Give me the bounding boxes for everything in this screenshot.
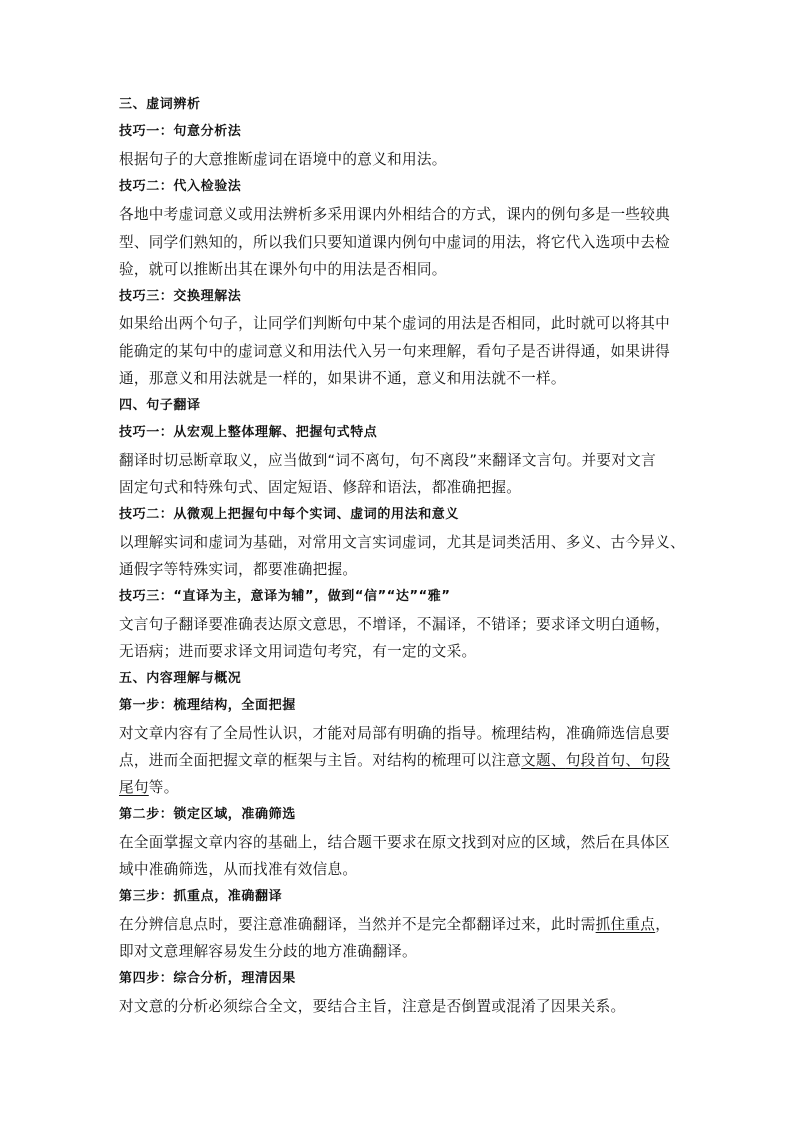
s3-t3-line-1: 如果给出两个句子，让同学们判断句中某个虚词的用法是否相同，此时就可以将其中 bbox=[119, 315, 671, 332]
s5-p1-line-3 bbox=[119, 778, 179, 798]
s3-t2-line-2: 型、同学们熟知的，所以我们只要知道课内例句中虚词的用法，将它代入选项中去检 bbox=[119, 234, 671, 251]
underlined-separator: 、 bbox=[550, 752, 566, 769]
s4-t3-line-1: 文言句子翻译要准确表达原文意思，不增译，不漏译，不错译；要求译文明白通畅， bbox=[119, 616, 671, 633]
s5-step-2-title: 第二步：锁定区域，准确筛选 bbox=[119, 807, 296, 822]
s5-p1-line-1: 对文章内容有了全局性认识，才能对局部有明确的指导。梳理结构，准确筛选信息要 bbox=[119, 725, 671, 742]
s5-step-3-title: 第三步：抓重点，准确翻译 bbox=[119, 889, 283, 904]
underlined-term-title: 文题 bbox=[521, 752, 551, 769]
underlined-term-key-points: 抓住重点 bbox=[595, 916, 656, 933]
s5-step-4-title: 第四步：综合分析，理清因果 bbox=[119, 971, 296, 986]
s5-step-1-title: 第一步：梳理结构，全面把握 bbox=[119, 698, 296, 713]
s3-t1-line-1: 根据句子的大意推断虚词在语境中的意义和用法。 bbox=[119, 151, 447, 168]
s3-technique-3-title: 技巧三：交换理解法 bbox=[119, 289, 242, 304]
s5-p2-line-2: 域中准确筛选，从而找准有效信息。 bbox=[119, 861, 358, 878]
s4-technique-2-title: 技巧二：从微观上把握句中每个实词、虚词的用法和意义 bbox=[119, 507, 460, 522]
s5-p1-line-2 bbox=[119, 751, 670, 771]
s5-p3-line-1-text: 在分辨信息点时，要注意准确翻译，当然并不是完全都翻译过来，此时需 bbox=[119, 916, 596, 933]
s5-p3-line-2: 即对文意理解容易发生分歧的地方准确翻译。 bbox=[119, 943, 417, 960]
section-5-title: 五、内容理解与概况 bbox=[119, 671, 242, 686]
s3-t2-line-3: 验，就可以推断出其在课外句中的用法是否相同。 bbox=[119, 261, 447, 278]
section-4-title: 四、句子翻译 bbox=[119, 398, 201, 413]
s4-technique-3-title: 技巧三：“直译为主，意译为辅”，做到“信”“达”“雅” bbox=[119, 589, 451, 604]
underlined-term-first-sentence: 句段首句 bbox=[565, 752, 626, 769]
section-3-title: 三、虚词辨析 bbox=[119, 97, 201, 112]
s4-technique-1-title: 技巧一：从宏观上整体理解、把握句式特点 bbox=[119, 425, 378, 440]
s5-p1-line-3-text: 等。 bbox=[148, 779, 179, 796]
s3-technique-1-title: 技巧一：句意分析法 bbox=[119, 124, 242, 139]
underlined-term-last-sentence: 尾句 bbox=[119, 779, 149, 796]
s3-t3-line-3: 通，那意义和用法就是一样的，如果讲不通，意义和用法就不一样。 bbox=[119, 370, 566, 387]
underlined-term-paragraph: 句段 bbox=[640, 752, 671, 769]
s5-p4-line-1: 对文意的分析必须综合全文，要结合主旨，注意是否倒置或混淆了因果关系。 bbox=[119, 998, 626, 1015]
s4-t1-line-2: 固定句式和特殊句式、固定短语、修辞和语法，都准确把握。 bbox=[119, 479, 522, 496]
s5-p3-line-1 bbox=[119, 915, 670, 935]
s4-t2-line-2: 通假字等特殊实词，都要准确把握。 bbox=[119, 561, 358, 578]
s5-p3-line-1-end: ， bbox=[655, 916, 671, 933]
underlined-separator: 、 bbox=[625, 752, 641, 769]
s4-t3-line-2: 无语病；进而要求译文用词造句考究，有一定的文采。 bbox=[119, 643, 477, 660]
s3-t2-line-1: 各地中考虚词意义或用法辨析多采用课内外相结合的方式，课内的例句多是一些较典 bbox=[119, 206, 671, 223]
s4-t2-line-1: 以理解实词和虚词为基础，对常用文言实词虚词，尤其是词类活用、多义、古今异义、 bbox=[119, 534, 685, 551]
s4-t1-line-1: 翻译时切忌断章取义，应当做到“词不离句，句不离段”来翻译文言句。并要对文言 bbox=[119, 452, 657, 469]
s3-t3-line-2: 能确定的某句中的虚词意义和用法代入另一句来理解，看句子是否讲得通，如果讲得 bbox=[119, 343, 671, 360]
s5-p1-line-2-text: 点，进而全面把握文章的框架与主旨。对结构的梳理可以注意 bbox=[119, 752, 522, 769]
s3-technique-2-title: 技巧二：代入检验法 bbox=[119, 179, 242, 194]
s5-p2-line-1: 在全面掌握文章内容的基础上，结合题干要求在原文找到对应的区域，然后在具体区 bbox=[119, 834, 671, 851]
